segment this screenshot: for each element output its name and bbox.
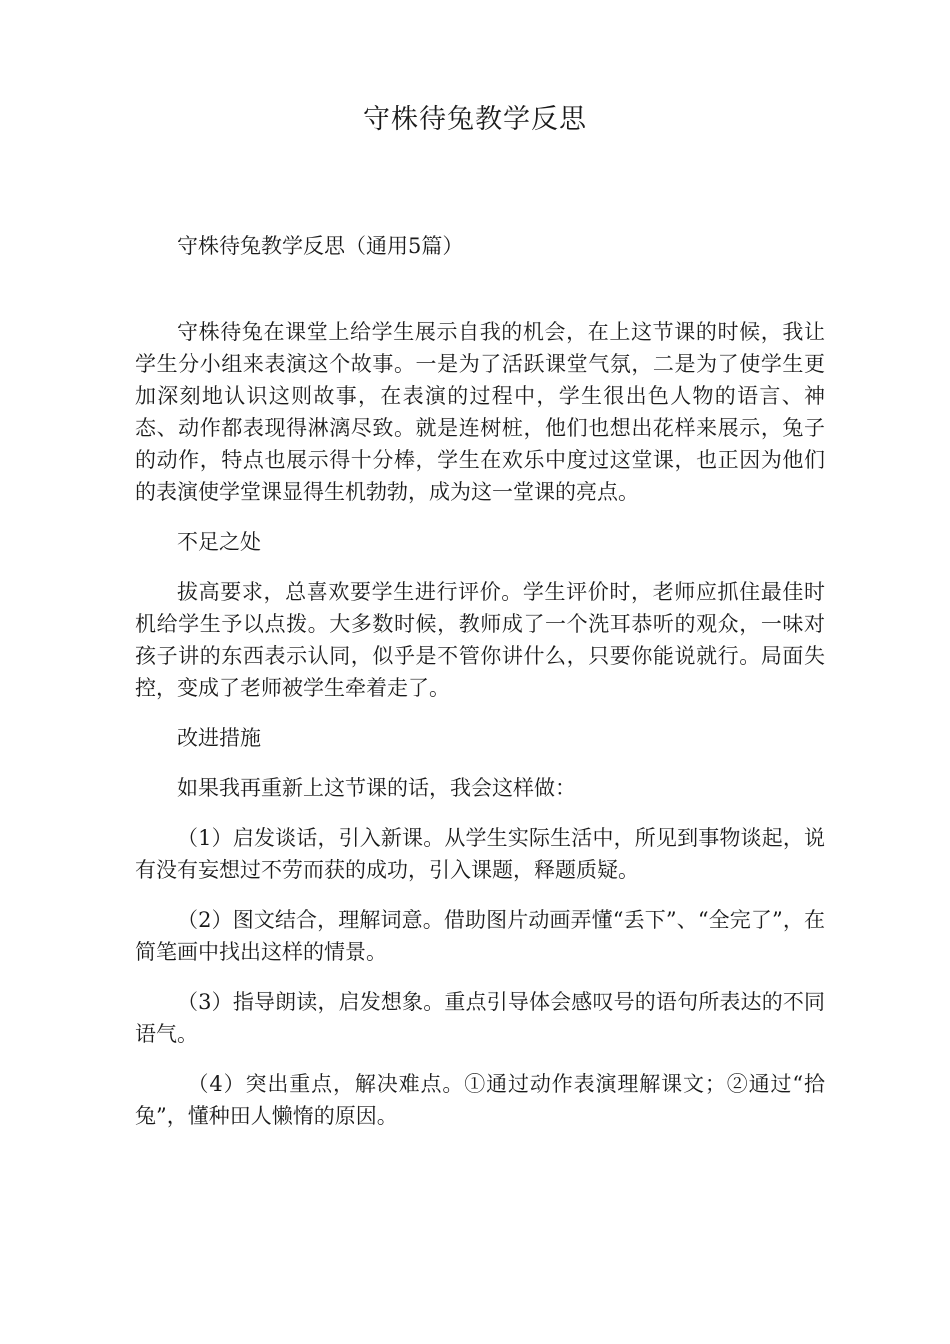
section-heading-shortcomings: 不足之处 (177, 530, 261, 554)
document-subtitle: 守株待兔教学反思（通用5篇） (177, 234, 464, 258)
list-item-3: （3）指导朗读，启发想象。重点引导体会感叹号的语句所表达的不同语气。 (135, 990, 825, 1046)
paragraph-intro: 守株待兔在课堂上给学生展示自我的机会，在上这节课的时候，我让学生分小组来表演这个故事。一是为了活跃课堂气氛，二是为了使学生更加深刻地认识这则故事，在表演的过程中，学生很出色人物的语言、神态、动作都表现得淋漓尽致。就是连树桩，他们也想出花样来展示，兔子的动作，特点也展示得十分棒，学生在欢乐中度过这堂课，也正因为他们的表演使学堂课显得生机勃勃，成为这一堂课的亮点。 (135, 320, 825, 504)
document-body (135, 230, 825, 1150)
document-title: 守株待兔教学反思 (363, 104, 587, 135)
paragraph-improvements-intro: 如果我再重新上这节课的话，我会这样做： (177, 776, 576, 800)
list-item-1: （1）启发谈话，引入新课。从学生实际生活中，所见到事物谈起，说有没有妄想过不劳而获的成功，引入课题，释题质疑。 (135, 826, 825, 882)
section-heading-improvements: 改进措施 (177, 726, 261, 750)
list-item-4: （4）突出重点，解决难点。①通过动作表演理解课文；②通过“拾兔”，懂种田人懒惰的原因。 (135, 1072, 825, 1128)
paragraph-shortcomings: 拔高要求，总喜欢要学生进行评价。学生评价时，老师应抓住最佳时机给学生予以点拨。大多数时候，教师成了一个洗耳恭听的观众，一味对孩子讲的东西表示认同，似乎是不管你讲什么，只要你能说就行。局面失控，变成了老师被学生牵着走了。 (135, 580, 825, 700)
list-item-2: （2）图文结合，理解词意。借助图片动画弄懂“丢下”、“全完了”，在简笔画中找出这样的情景。 (135, 908, 825, 964)
